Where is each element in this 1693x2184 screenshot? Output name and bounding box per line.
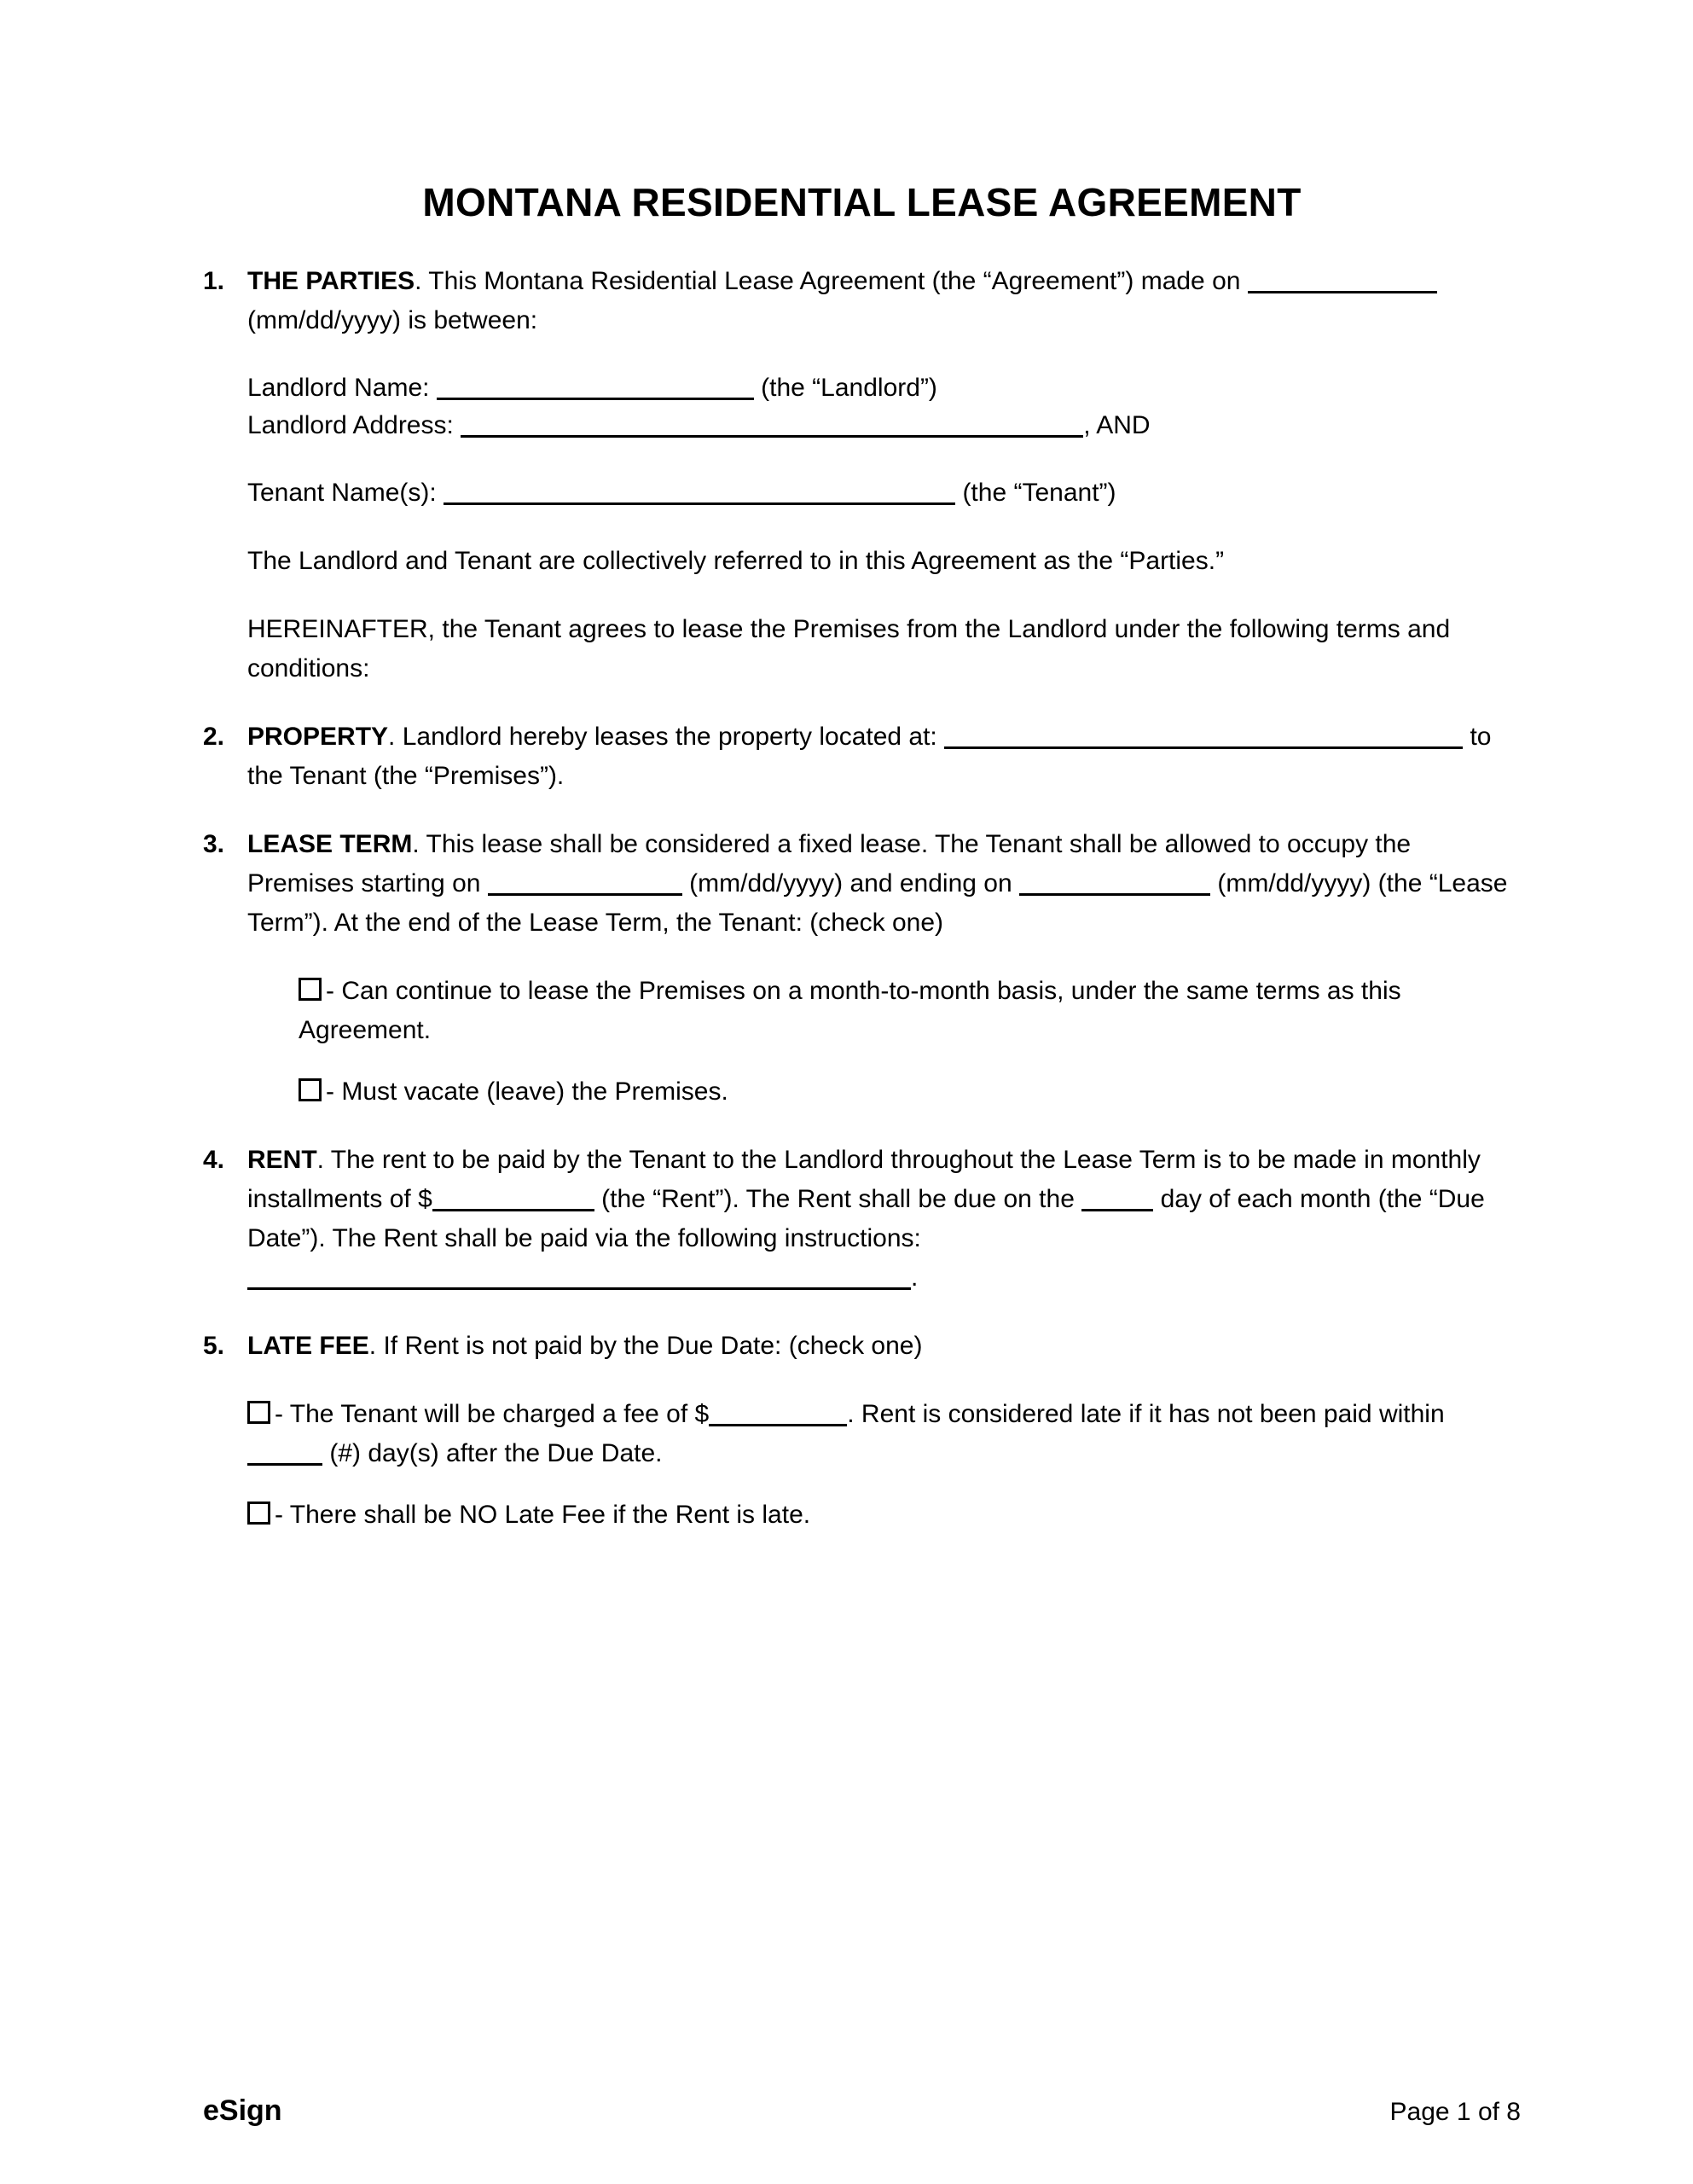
section-lease-term bbox=[203, 825, 1521, 943]
spacer bbox=[203, 581, 1521, 610]
spacer bbox=[203, 796, 1521, 825]
landlord-name-label: Landlord Name: bbox=[247, 373, 430, 402]
section-2-text-after-blank: to the Tenant (the “Premises”). bbox=[247, 722, 1492, 790]
landlord-name-line bbox=[203, 369, 1521, 407]
section-4-text-part3: day of each month (the “Due Date”). The Rent shall be paid via the following instructions: bbox=[247, 1184, 1485, 1252]
late-fee-option-1-mid: . Rent is considered late if it has not been paid within bbox=[847, 1399, 1445, 1428]
section-4-text-part4: . bbox=[911, 1263, 919, 1292]
tenant-name-label: Tenant Name(s): bbox=[247, 478, 437, 507]
late-fee-option-1-before-blank: - The Tenant will be charged a fee of $ bbox=[275, 1399, 710, 1428]
spacer bbox=[203, 1050, 1521, 1072]
section-rent bbox=[203, 1141, 1521, 1298]
section-property bbox=[203, 717, 1521, 796]
spacer bbox=[203, 340, 1521, 369]
lease-start-date-blank[interactable] bbox=[488, 869, 682, 896]
landlord-name-suffix: (the “Landlord”) bbox=[761, 373, 937, 402]
late-fee-option-2-label: - There shall be NO Late Fee if the Rent is late. bbox=[275, 1500, 811, 1529]
page-footer bbox=[203, 2094, 1521, 2128]
landlord-address-blank[interactable] bbox=[461, 411, 1083, 438]
monthly-rent-amount-blank[interactable] bbox=[432, 1185, 594, 1211]
rent-due-day-blank[interactable] bbox=[1081, 1185, 1153, 1211]
section-late-fee bbox=[203, 1327, 1521, 1366]
spacer bbox=[203, 688, 1521, 717]
section-number-1: 1. bbox=[203, 266, 225, 295]
tenant-name-line bbox=[203, 473, 1521, 513]
late-fee-amount-blank[interactable] bbox=[709, 1400, 847, 1426]
section-3-text-part3: (mm/dd/yyyy) (the “Lease Term”). At the end of the Lease Term, the Tenant: (check one) bbox=[247, 868, 1508, 937]
lease-term-option-1-label: - Can continue to lease the Premises on a month-to-month basis, under the same terms as this Agreement. bbox=[299, 976, 1401, 1044]
section-heading-the-parties: THE PARTIES bbox=[247, 266, 415, 295]
lease-term-option-month-to-month[interactable] bbox=[203, 972, 1521, 1050]
page-number-label: Page 1 of 8 bbox=[1389, 2098, 1521, 2126]
landlord-name-blank[interactable] bbox=[437, 374, 754, 400]
section-heading-rent: RENT bbox=[247, 1145, 317, 1174]
landlord-address-label: Landlord Address: bbox=[247, 410, 454, 439]
section-heading-late-fee: LATE FEE bbox=[247, 1331, 369, 1360]
section-number-3: 3. bbox=[203, 829, 225, 858]
spacer bbox=[203, 1366, 1521, 1395]
section-number-4: 4. bbox=[203, 1145, 225, 1174]
lease-term-option-vacate[interactable] bbox=[203, 1072, 1521, 1112]
checkbox-icon[interactable] bbox=[247, 1502, 270, 1525]
landlord-address-suffix: , AND bbox=[1083, 410, 1151, 439]
section-3-text-part1: . This lease shall be considered a fixed lease. The Tenant shall be allowed to occupy the Premises starting on bbox=[247, 829, 1412, 897]
tenant-name-blank[interactable] bbox=[444, 479, 955, 505]
lease-end-date-blank[interactable] bbox=[1019, 869, 1210, 896]
section-2-text-before-blank: . Landlord hereby leases the property located at: bbox=[388, 722, 937, 751]
agreement-date-blank[interactable] bbox=[1248, 267, 1437, 293]
late-fee-option-charged[interactable] bbox=[203, 1395, 1521, 1473]
section-number-2: 2. bbox=[203, 722, 225, 751]
spacer bbox=[203, 1298, 1521, 1327]
spacer bbox=[203, 513, 1521, 542]
section-5-text-part1: . If Rent is not paid by the Due Date: (check one) bbox=[368, 1331, 923, 1360]
checkbox-icon[interactable] bbox=[299, 978, 322, 1001]
hereinafter-paragraph: HEREINAFTER, the Tenant agrees to lease the Premises from the Landlord under the following terms and conditions: bbox=[247, 614, 1451, 682]
section-heading-property: PROPERTY bbox=[247, 722, 389, 751]
section-4-text-part2: (the “Rent”). The Rent shall be due on the bbox=[601, 1184, 1075, 1213]
parties-paragraph: The Landlord and Tenant are collectively referred to in this Agreement as the “Parties.” bbox=[247, 546, 1225, 575]
section-1-intro-text: . This Montana Residential Lease Agreement (the “Agreement”) made on bbox=[415, 266, 1241, 295]
section-the-parties bbox=[203, 262, 1521, 340]
late-fee-grace-days-blank[interactable] bbox=[247, 1439, 322, 1466]
lease-term-option-2-label: - Must vacate (leave) the Premises. bbox=[326, 1077, 728, 1106]
section-4-text-part1: . The rent to be paid by the Tenant to the Landlord throughout the Lease Term is to be made in monthly installments of $ bbox=[247, 1145, 1481, 1213]
spacer bbox=[203, 943, 1521, 972]
landlord-address-line bbox=[203, 407, 1521, 444]
tenant-name-suffix: (the “Tenant”) bbox=[962, 478, 1116, 507]
page-title: MONTANA RESIDENTIAL LEASE AGREEMENT bbox=[422, 180, 1302, 224]
spacer bbox=[203, 1112, 1521, 1141]
esign-brand-logo: eSign bbox=[203, 2094, 282, 2127]
property-address-blank[interactable] bbox=[944, 723, 1463, 749]
section-heading-lease-term: LEASE TERM bbox=[247, 829, 413, 858]
section-number-5: 5. bbox=[203, 1331, 225, 1360]
section-3-text-part2: (mm/dd/yyyy) and ending on bbox=[689, 868, 1012, 897]
checkbox-icon[interactable] bbox=[299, 1078, 322, 1101]
section-1-date-format-text: (mm/dd/yyyy) is between: bbox=[247, 305, 538, 334]
checkbox-icon[interactable] bbox=[247, 1401, 270, 1424]
late-fee-option-1-after-blank: (#) day(s) after the Due Date. bbox=[329, 1438, 663, 1467]
spacer bbox=[203, 224, 1521, 262]
document-body bbox=[203, 0, 1521, 1535]
spacer bbox=[203, 1473, 1521, 1496]
late-fee-option-none[interactable] bbox=[203, 1496, 1521, 1535]
payment-instructions-blank[interactable] bbox=[247, 1263, 911, 1290]
spacer bbox=[203, 444, 1521, 473]
